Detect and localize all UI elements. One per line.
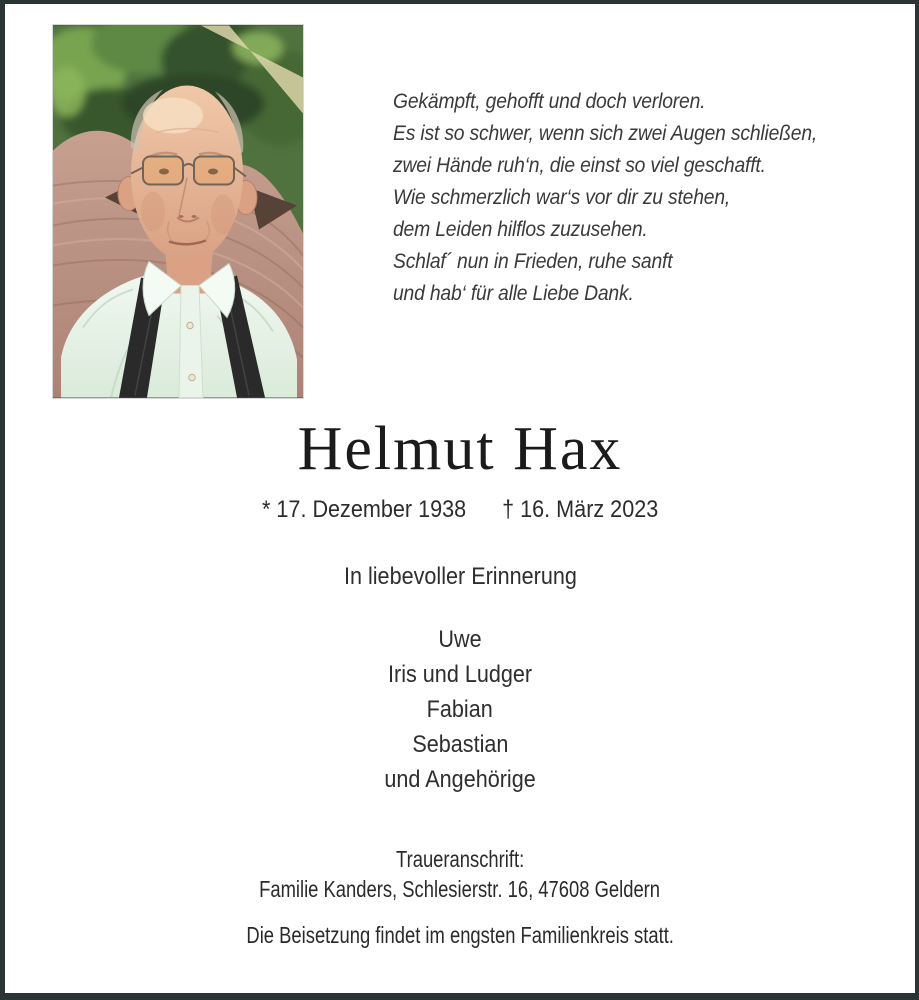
life-dates [5, 496, 915, 524]
portrait-photo-illustration [53, 25, 303, 398]
poem-line: Schlaf´ nun in Frieden, ruhe sanft [393, 250, 673, 273]
family-name: Sebastian [411, 731, 509, 758]
address-label-text: Traueranschrift: [395, 846, 525, 872]
closing-line-text: Die Beisetzung findet im engsten Familienkreis statt. [246, 922, 674, 948]
birth-date: * 17. Dezember 1938 [261, 496, 467, 523]
poem-line: zwei Hände ruh‘n, die einst so viel geschafft. [393, 154, 766, 177]
family-name: Fabian [426, 696, 494, 723]
address-value-text: Familie Kanders, Schlesierstr. 16, 47608 Geldern [259, 876, 661, 902]
death-date: † 16. März 2023 [502, 496, 659, 523]
address-label [5, 846, 915, 873]
address-value [5, 876, 915, 903]
memorial-line [5, 563, 915, 591]
poem [393, 86, 817, 310]
poem-line: und hab‘ für alle Liebe Dank. [393, 282, 634, 305]
family-names [5, 622, 915, 797]
deceased-name: Helmut Hax [297, 415, 623, 483]
family-name: und Angehörige [384, 766, 536, 793]
poem-line: Gekämpft, gehofft und doch verloren. [393, 90, 706, 113]
closing-line [5, 922, 915, 949]
poem-line: dem Leiden hilflos zuzusehen. [393, 218, 648, 241]
poem-line: Wie schmerzlich war‘s vor dir zu stehen, [393, 186, 731, 209]
family-name: Iris und Ludger [387, 661, 533, 688]
family-name: Uwe [438, 626, 482, 653]
memorial-line-text: In liebevoller Erinnerung [343, 563, 577, 590]
portrait-photo [53, 25, 303, 398]
poem-line: Es ist so schwer, wenn sich zwei Augen schließen, [393, 122, 818, 145]
